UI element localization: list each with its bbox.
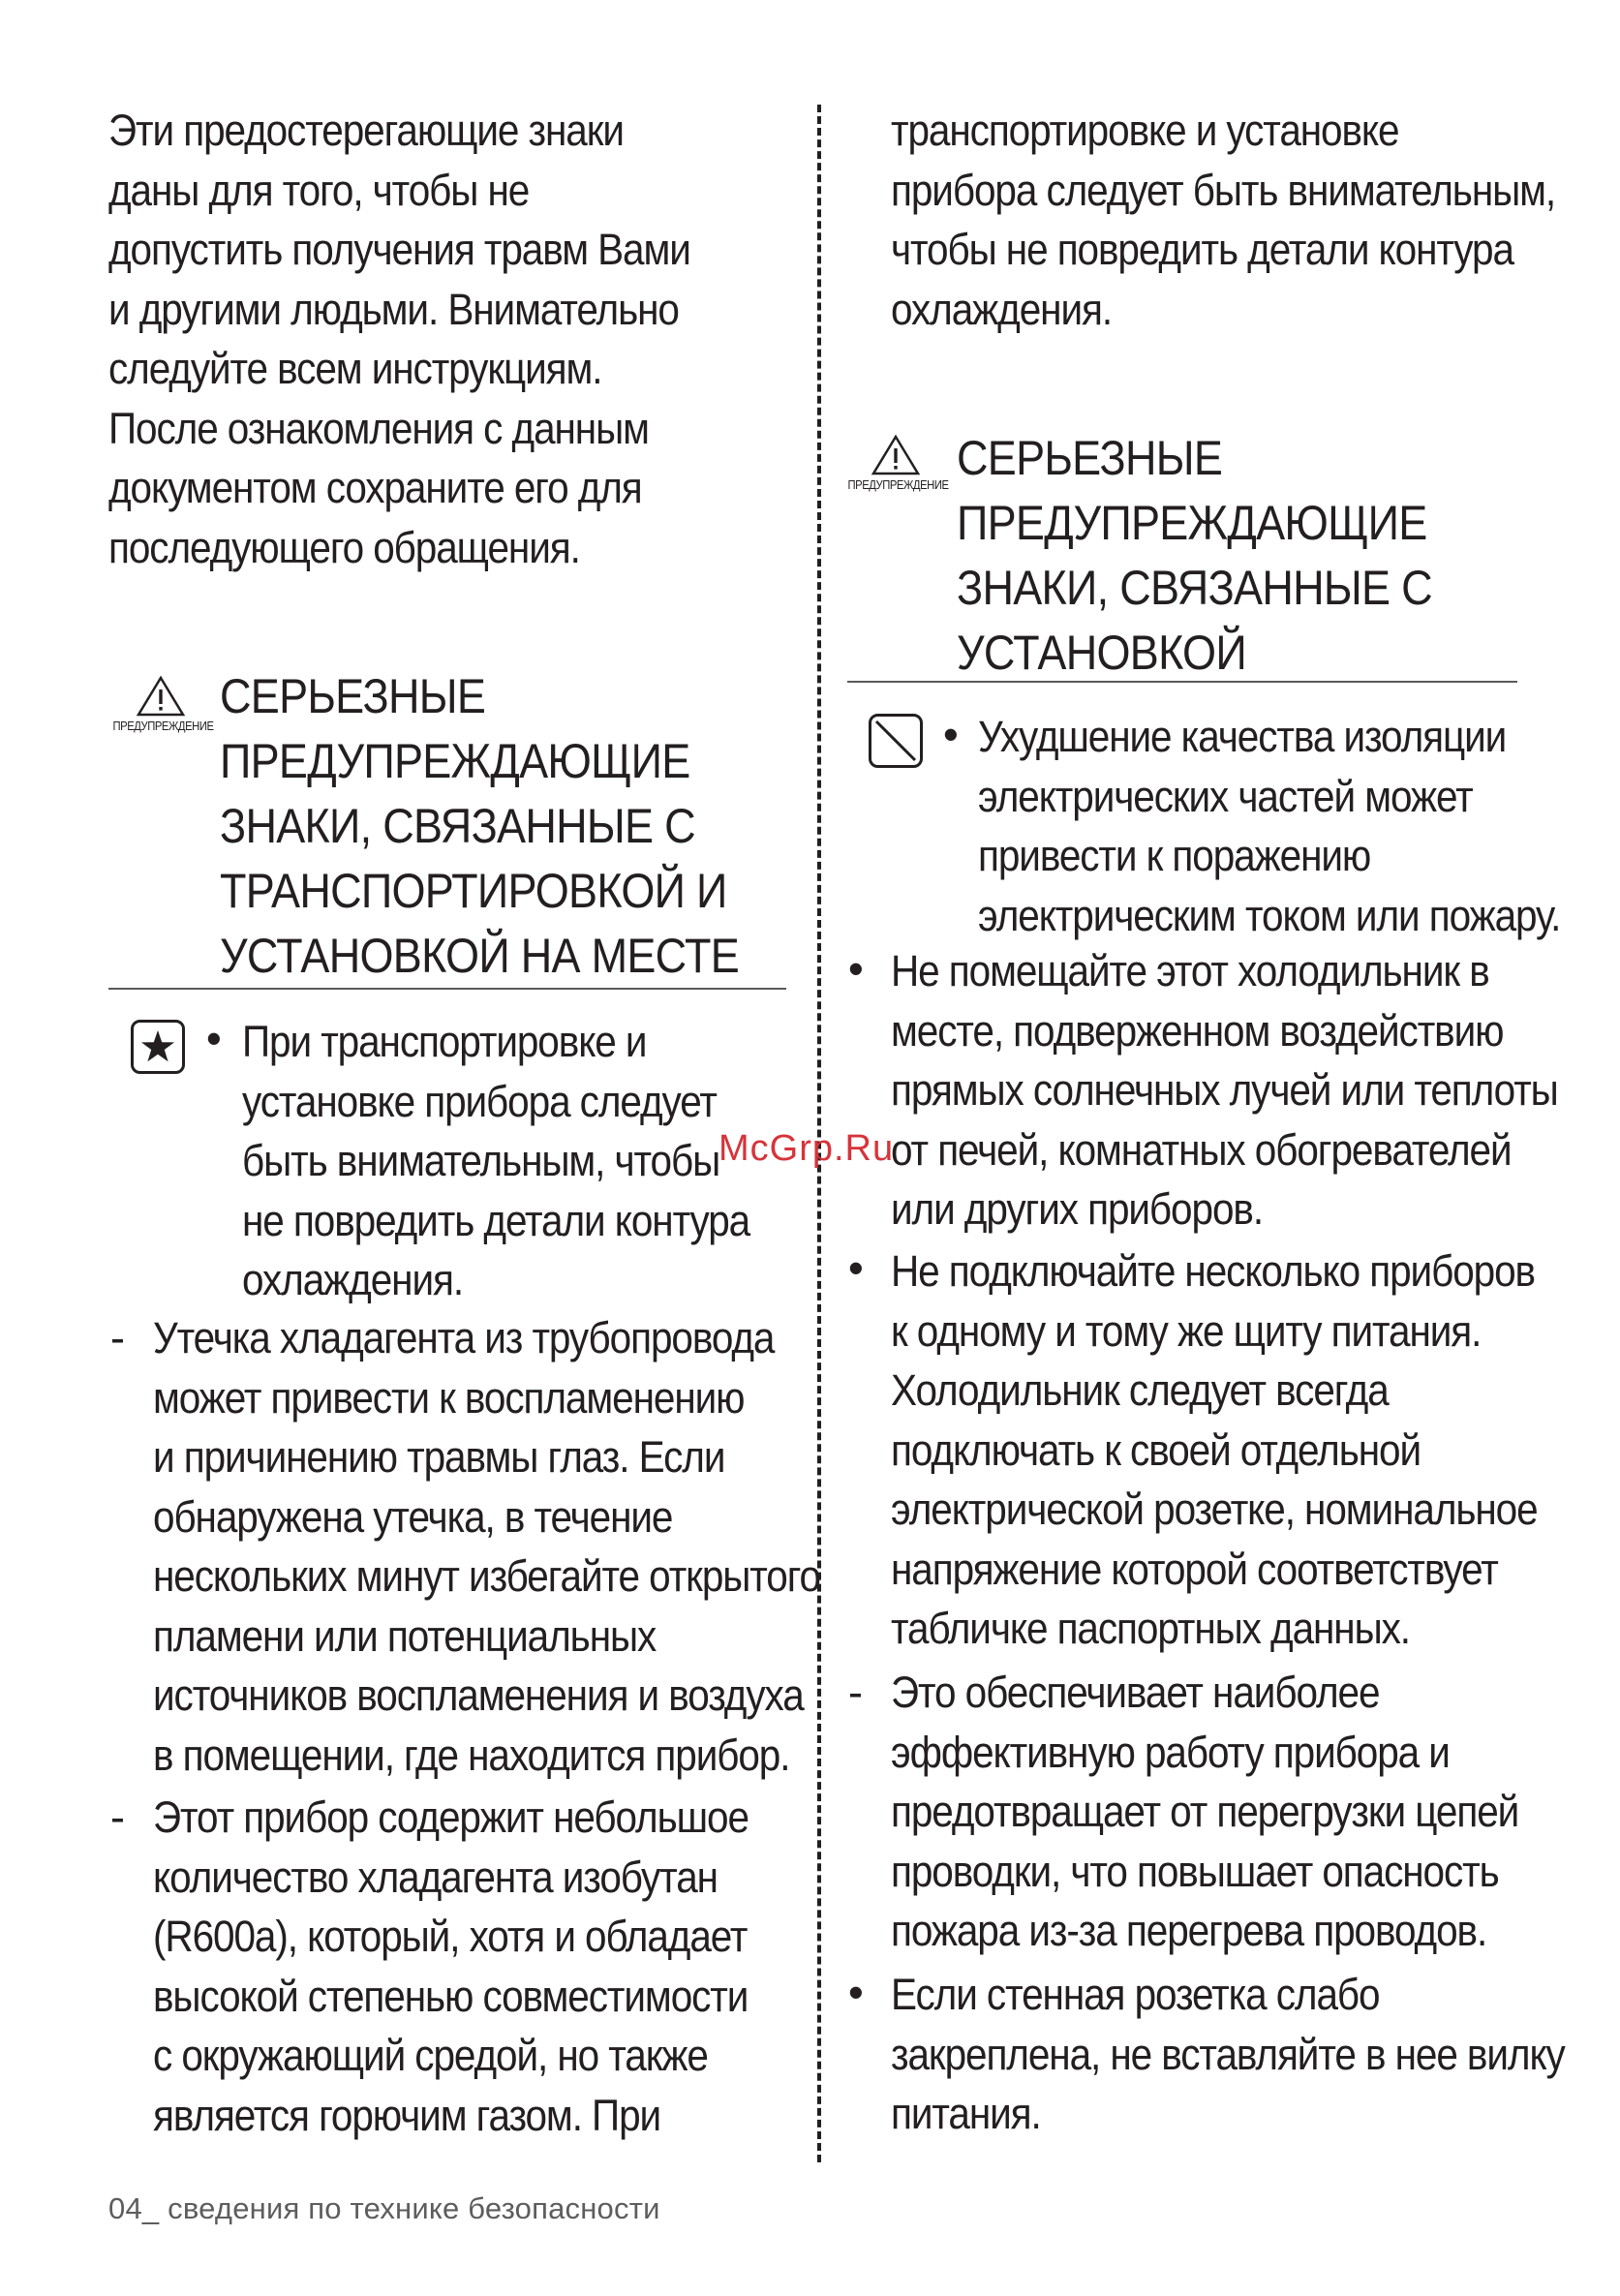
dash-mark: - <box>110 1313 125 1362</box>
bullet-mark: • <box>206 1014 222 1063</box>
watermark: McGrp.Ru <box>718 1128 895 1169</box>
warning-tag <box>842 434 949 492</box>
heading-rule <box>108 988 786 990</box>
bullet-mark: • <box>943 710 959 759</box>
left-dash-1: Утечка хладагента из трубопровода может привести к воспламенению и причинению травмы глаз. Если обнаружена утечка, в течение нескольких минут избегайте открытого пламени или потенциальных источников воспламенения и воздуха в помещении, где находится прибор. <box>153 1313 821 1780</box>
bullet-mark: • <box>848 1243 864 1293</box>
warning-label: ПРЕДУПРЕЖДЕНИЕ <box>847 478 949 492</box>
right-bullet-1: Ухудшение качества изоляции электрических частей может привести к поражению электрическим током или пожару. <box>978 712 1561 940</box>
right-bullet-4: Если стенная розетка слабо закреплена, не вставляйте в нее вилку питания. <box>891 1970 1565 2138</box>
warning-label: ПРЕДУПРЕЖДЕНИЕ <box>112 719 214 733</box>
prohibition-box-icon <box>868 713 924 774</box>
section-heading-installation: СЕРЬЕЗНЫЕ ПРЕДУПРЕЖДАЮЩИЕ ЗНАКИ, СВЯЗАННЫЕ С УСТАНОВКОЙ <box>957 431 1432 680</box>
right-dash-1: Это обеспечивает наиболее эффективную работу прибора и предотвращает от перегрузки цепей проводки, что повышает опасность пожара из-за перегрева проводов. <box>891 1668 1519 1955</box>
warning-triangle-icon <box>136 675 186 718</box>
left-bullet-1: При транспортировке и установке прибора следует быть внимательным, чтобы не повредить детали контура охлаждения. <box>242 1017 750 1304</box>
dash-mark: - <box>110 1792 125 1842</box>
warning-tag <box>107 675 214 733</box>
bullet-mark: • <box>848 1968 864 2017</box>
heading-rule <box>847 681 1517 683</box>
continuation-paragraph: транспортировке и установке прибора следует быть внимательным, чтобы не повредить детали контура охлаждения. <box>891 106 1556 334</box>
left-dash-2: Этот прибор содержит небольшое количество хладагента изобутан (R600a), который, хотя и обладает высокой степенью совместимости с окружающий средой, но также является горючим газом. При <box>153 1792 749 2140</box>
right-bullet-2: Не помещайте этот холодильник в месте, подверженном воздействию прямых солнечных лучей или теплоты от печей, комнатных обогревателей или других приборов. <box>891 946 1558 1234</box>
right-bullet-3: Не подключайте несколько приборов к одному и тому же щиту питания. Холодильник следует всегда подключать к своей отдельной электрической розетке, номинальное напряжение которой соответствует табличке паспортных данных. <box>891 1246 1538 1653</box>
intro-paragraph: Эти предостерегающие знаки даны для того, чтобы не допустить получения травм Вами и другими людьми. Внимательно следуйте всем инструкциям. После ознакомления с данным документом сохраните его для последующего обращения. <box>108 106 690 572</box>
page-footer: 04_ сведения по технике безопасности <box>108 2191 660 2225</box>
bullet-mark: • <box>848 944 864 994</box>
dash-mark: - <box>848 1668 863 1717</box>
warning-triangle-icon <box>871 434 921 476</box>
section-heading-transport: СЕРЬЕЗНЫЕ ПРЕДУПРЕЖДАЮЩИЕ ЗНАКИ, СВЯЗАННЫЕ С ТРАНСПОРТИРОВКОЙ И УСТАНОВКОЙ НА МЕСТЕ <box>220 669 740 983</box>
star-box-icon <box>130 1019 186 1080</box>
